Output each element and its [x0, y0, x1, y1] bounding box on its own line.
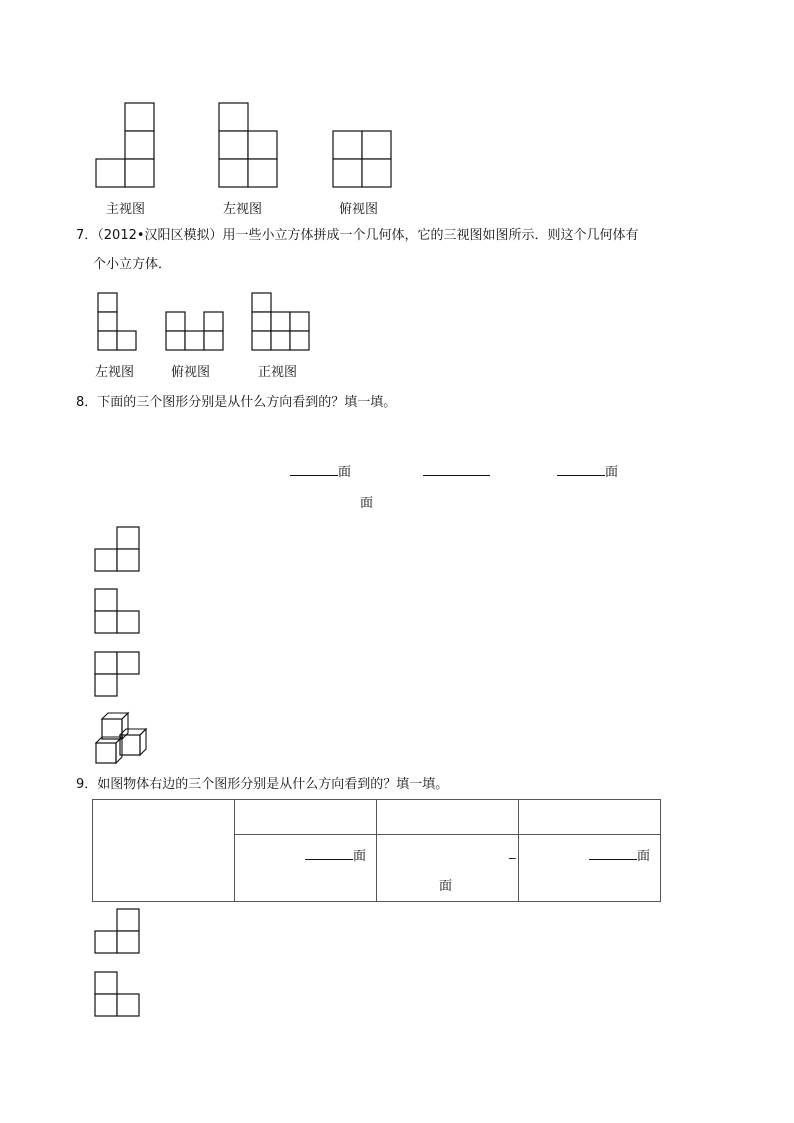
q9-answer-cell-1[interactable] [235, 835, 377, 902]
q9-answer-3-suffix: 面 [637, 849, 651, 864]
q9-question: 9．如图物体右边的三个图形分别是从什么方向看到的？填一填。 [76, 777, 449, 792]
q8-cube-figure [94, 709, 154, 765]
q9-figure-cell-2 [377, 800, 519, 835]
q8-blank-2-suffix: 面 [360, 496, 374, 511]
q7-line2: 个小立方体． [93, 257, 172, 272]
q9-view-figure-1 [95, 909, 141, 955]
q9-answer-2-suffix: 面 [439, 879, 453, 894]
top-view-figure [333, 131, 393, 189]
q7-left-view-label: 左视图 [95, 365, 135, 380]
q8-view-figure-1 [95, 527, 141, 573]
q7-text: （2012•汉阳区模拟）用一些小立方体拼成一个几何体，它的三视图如图所示．则这个几何体有 [97, 228, 639, 243]
left-view-label: 左视图 [223, 202, 263, 217]
q8-question: 8．下面的三个图形分别是从什么方向看到的？填一填。 [76, 395, 397, 410]
q7-front-view-label: 正视图 [258, 365, 298, 380]
q9-answer-cell-3[interactable] [519, 835, 661, 902]
q8-view-figure-3 [95, 652, 141, 698]
q9-figure-cell-3 [519, 800, 661, 835]
q9-object-cell [93, 800, 235, 902]
q9-answer-2-mark: _ [509, 845, 516, 860]
q7-front-view-figure [252, 293, 312, 353]
q7-left-view-figure [98, 293, 140, 353]
q7-top-view-label: 俯视图 [171, 365, 211, 380]
q8-blank-1[interactable] [290, 461, 351, 480]
q9-figure-cell-1 [235, 800, 377, 835]
left-view-figure [219, 103, 279, 189]
q7-number: 7． [76, 228, 98, 243]
q8-blank-1-suffix: 面 [338, 465, 352, 480]
top-view-label: 俯视图 [339, 202, 379, 217]
q8-blank-3[interactable] [557, 461, 618, 480]
q7-line1 [76, 225, 639, 247]
front-view-figure [96, 103, 156, 189]
q8-blank-3-suffix: 面 [605, 465, 619, 480]
q9-table [92, 799, 661, 902]
q8-blank-2[interactable] [423, 461, 490, 480]
q7-top-view-figure [166, 312, 226, 352]
front-view-label: 主视图 [106, 202, 146, 217]
q9-answer-1-suffix: 面 [353, 849, 367, 864]
q9-answer-cell-2[interactable] [377, 835, 519, 902]
q8-view-figure-2 [95, 589, 141, 635]
q9-view-figure-2 [95, 972, 141, 1018]
